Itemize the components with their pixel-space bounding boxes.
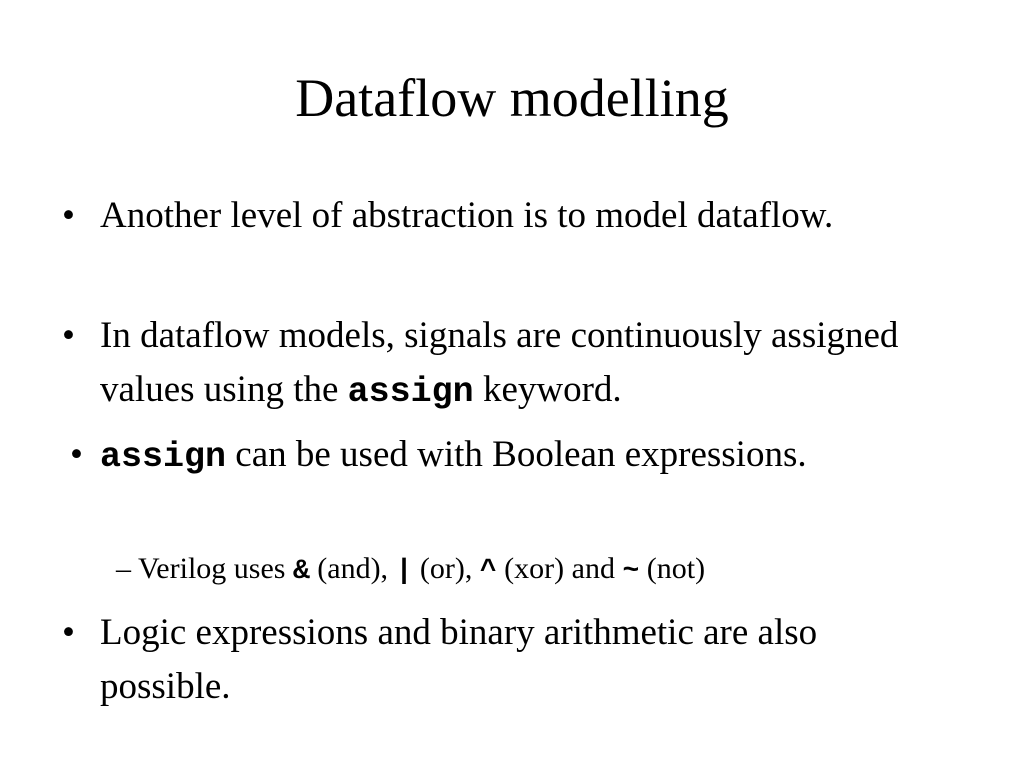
bullet-marker: • bbox=[62, 195, 75, 236]
operator-not: ~ bbox=[622, 556, 640, 587]
bullet-item-dataflow-models bbox=[62, 309, 942, 419]
bullet-item-abstraction bbox=[62, 189, 942, 243]
bullet-text bbox=[100, 606, 942, 714]
bullet-text bbox=[100, 189, 942, 243]
bullet-text-part: Logic expressions and binary arithmetic are also possible. bbox=[100, 612, 818, 707]
operator-and: & bbox=[292, 556, 310, 587]
bullet-text-part: keyword. bbox=[473, 369, 622, 410]
bullet-text bbox=[100, 426, 942, 486]
bullet-text-part: In dataflow models, signals are continuously assigned values using the bbox=[100, 315, 899, 410]
sub-bullet-text-part: (not) bbox=[639, 552, 706, 585]
code-keyword: assign bbox=[100, 437, 227, 477]
bullet-text bbox=[100, 309, 942, 419]
bullet-item-logic-expressions bbox=[62, 606, 942, 714]
sub-bullet-marker: – bbox=[116, 552, 131, 585]
operator-xor: ^ bbox=[479, 556, 497, 587]
bullet-text-part: can be used with Boolean expressions. bbox=[226, 434, 807, 475]
sub-bullet-verilog-operators bbox=[116, 549, 996, 592]
slide-title: Dataflow modelling bbox=[295, 68, 729, 128]
operator-or: | bbox=[395, 556, 413, 587]
bullet-item-assign-boolean bbox=[62, 426, 942, 486]
sub-bullet-text-part: (or), bbox=[412, 552, 480, 585]
bullet-marker: • bbox=[62, 315, 75, 356]
sub-bullet-text-part: (xor) and bbox=[496, 552, 623, 585]
bullet-marker: • bbox=[70, 434, 83, 475]
sub-bullet-text-part: (and), bbox=[309, 552, 396, 585]
bullet-marker: • bbox=[62, 612, 75, 653]
bullet-text-part: Another level of abstraction is to model dataflow. bbox=[100, 195, 834, 236]
sub-bullet-text-part: Verilog uses bbox=[137, 552, 293, 585]
code-keyword: assign bbox=[347, 372, 474, 412]
